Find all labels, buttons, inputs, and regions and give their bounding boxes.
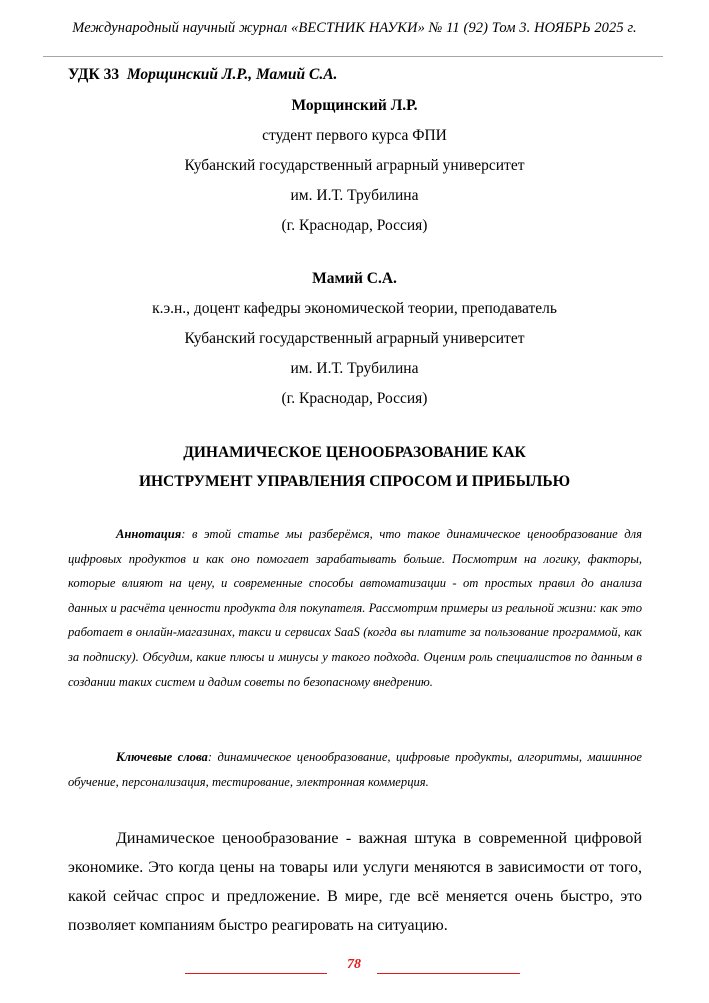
udk-line: [68, 66, 337, 84]
article-title: [0, 438, 709, 496]
keywords-label: Ключевые слова: [116, 750, 208, 764]
keywords-text: : динамическое ценообразование, цифровые продукты, алгоритмы, машинное обучение, персонализация, тестирование, электронная коммерция.: [68, 750, 642, 789]
author-name: Морщинский Л.Р.: [291, 97, 418, 114]
article-title-line-1: ДИНАМИЧЕСКОЕ ЦЕНООБРАЗОВАНИЕ КАК: [183, 444, 526, 461]
udk-code: УДК 33: [68, 66, 120, 83]
abstract-label: Аннотация: [116, 527, 182, 541]
header-divider: [43, 56, 663, 57]
author-name: Мамий С.А.: [312, 270, 397, 287]
author-university: Кубанский государственный аграрный университет: [184, 330, 525, 347]
body-paragraph: Динамическое ценообразование - важная штука в современной цифровой экономике. Это когда цены на товары или услуги меняются в зависимости от того, какой сейчас спрос и предложение. В мире, где всё меняется очень быстро, это позволяет компаниям быстро реагировать на ситуацию.: [68, 830, 642, 934]
footer-rule-left: [185, 973, 327, 974]
author-university-named: им. И.Т. Трубилина: [290, 360, 419, 377]
author-city: (г. Краснодар, Россия): [281, 217, 428, 234]
running-head: Международный научный журнал «ВЕСТНИК НАУКИ» № 11 (92) Том 3. НОЯБРЬ 2025 г.: [72, 20, 637, 36]
abstract-text: : в этой статье мы разберёмся, что такое динамическое ценообразование для цифровых продуктов и как оно помогает зарабатывать больше. Посмотрим на логику, факторы, которые влияют на цену, и современные способы автоматизации - от простых правил до анализа данных и расчёта ценности продукта для покупателя. Рассмотрим примеры из реальной жизни: как это работает в онлайн-магазинах, такси и сервисах SaaS (когда вы платите за пользование программой, как за подписку). Обсудим, какие плюсы и минусы у такого подхода. Оценим роль специалистов по данным в создании таких систем и дадим советы по безопасному внедрению.: [68, 527, 642, 689]
keywords: [68, 745, 642, 794]
article-title-line-2: ИНСТРУМЕНТ УПРАВЛЕНИЯ СПРОСОМ И ПРИБЫЛЬЮ: [138, 473, 571, 490]
author-university: Кубанский государственный аграрный университет: [184, 157, 525, 174]
udk-authors: Морщинский Л.Р., Мамий С.А.: [126, 66, 338, 83]
author-city: (г. Краснодар, Россия): [281, 390, 428, 407]
abstract: [68, 522, 642, 694]
footer-rule-right: [377, 973, 520, 974]
page-number: 78: [347, 957, 361, 972]
author-position: к.э.н., доцент кафедры экономической теории, преподаватель: [152, 300, 557, 317]
page-footer: [0, 957, 709, 981]
author-block-2: [0, 264, 709, 414]
author-block-1: [0, 91, 709, 241]
author-position: студент первого курса ФПИ: [262, 127, 447, 144]
author-university-named: им. И.Т. Трубилина: [290, 187, 419, 204]
